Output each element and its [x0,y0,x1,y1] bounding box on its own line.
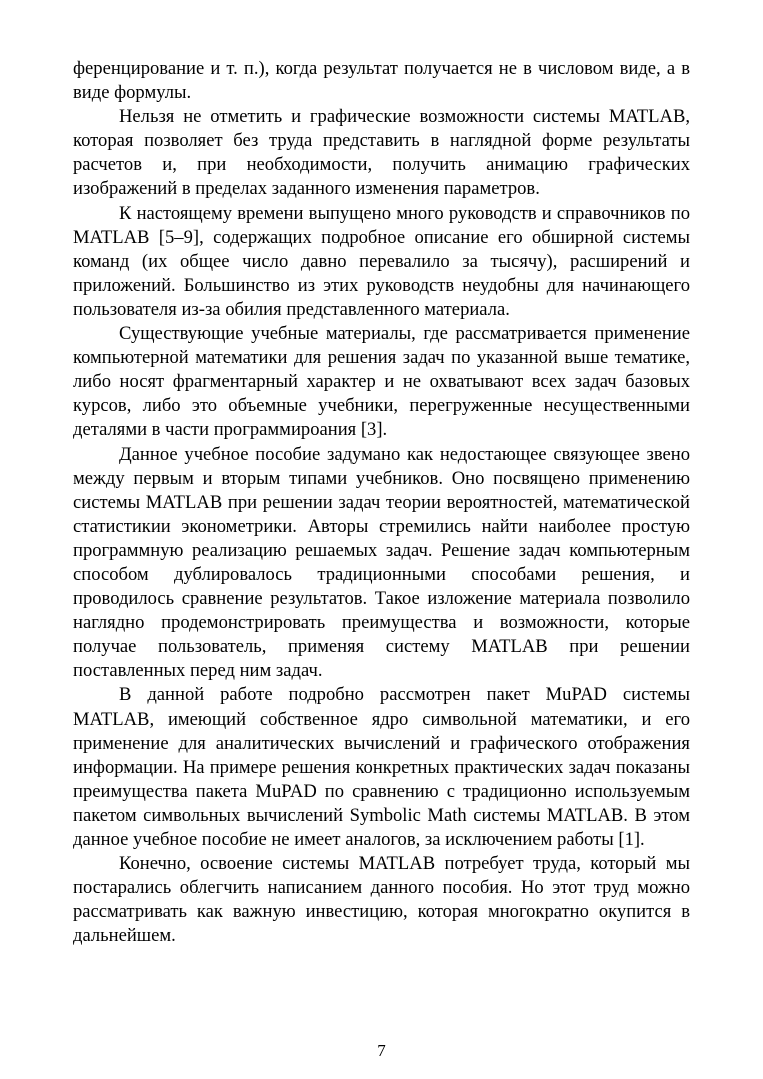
paragraph-continuation: ференцирование и т. п.), когда результат получается не в числовом виде, а в виде формулы. [73,58,690,104]
paragraph-graphics: Нельзя не отметить и графические возможности системы MATLAB, которая позволяет без труда представить в наглядной форме результаты расчетов и, при необходимости, получить анимацию графических изображений в пределах заданного изменения параметров. [73,106,690,200]
page-number: 7 [377,1041,386,1060]
paragraph-conclusion: Конечно, освоение системы MATLAB потребует труда, который мы постарались облегчить написанием данного пособия. Но этот труд можно рассматривать как важную инвестицию, которая многократно окупится в дальнейшем. [73,853,690,947]
paragraph-mupad: В данной работе подробно рассмотрен пакет MuPAD системы MATLAB, имеющий собственное ядро символьной математики, и его применение для аналитических вычислений и графического отображения информации. На примере решения конкретных практических задач показаны преимущества пакета MuPAD по сравнению с традиционно используемым пакетом символьных вычислений Symbolic Math системы MATLAB. В этом данное учебное пособие не имеет аналогов, за исключением работы [1]. [73,684,690,850]
paragraph-manuals: К настоящему времени выпущено много руководств и справочников по MATLAB [5–9], содержащих подробное описание его обширной системы команд (их общее число давно перевалило за тысячу), расширений и приложений. Большинство из этих руководств неудобны для начинающего пользователя из-за обилия представленного материала. [73,202,690,320]
page-body [73,57,690,948]
paragraph-this-textbook: Данное учебное пособие задумано как недостающее связующее звено между первым и вторым типами учебников. Оно посвящено применению системы MATLAB при решении задач теории вероятностей, математической статистикии эконометрики. Авторы стремились найти наиболее простую программную реализацию решаемых задач. Решение задач компьютерным способом дублировалось традиционными способами решения, и проводилось сравнение результатов. Такое изложение материала позволило наглядно продемонстрировать преимущества и возможности, которые получае пользователь, применяя систему MATLAB при решении поставленных перед ним задач. [73,443,690,682]
paragraph-existing-materials: Существующие учебные материалы, где рассматривается применение компьютерной математики для решения задач по указанной выше тематике, либо носят фрагментарный характер и не охватывают всех задач базовых курсов, либо это объемные учебники, перегруженные несущественными деталями в части программироания [3]. [73,323,690,441]
